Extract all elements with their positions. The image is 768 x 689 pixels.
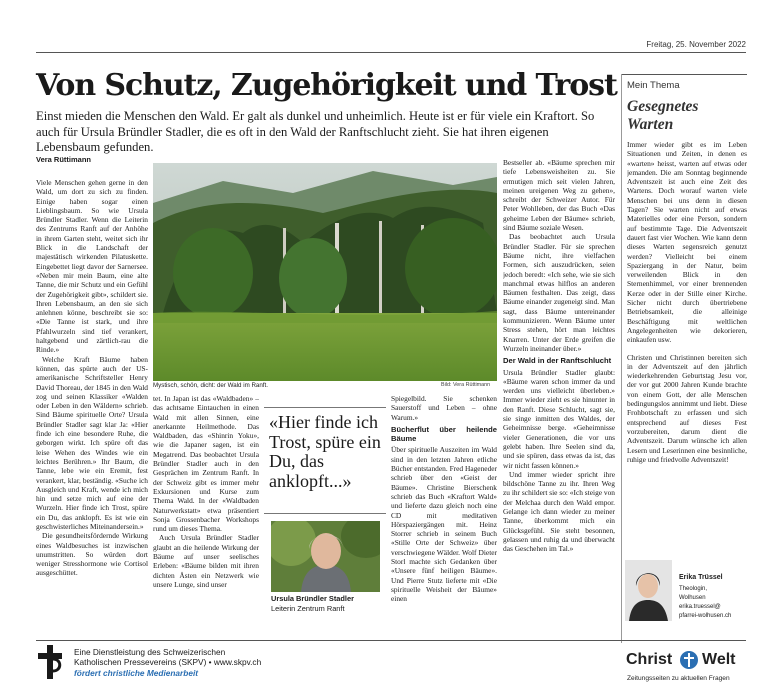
sidebar-label: Mein Thema <box>627 80 680 91</box>
forest-photo <box>153 163 497 381</box>
sidebar-divider <box>621 74 622 643</box>
pull-quote: «Hier finde ich Trost, spüre ein Du, das anklopft...» <box>269 412 381 491</box>
author-role: Theologin, <box>679 586 708 592</box>
brand-subtitle: Zeitungsseiten zu aktuellen Fragen <box>627 675 730 682</box>
quote-rule-bottom <box>264 513 386 514</box>
paragraph: Spiegelbild. Sie schenken Sauerstoff und Leben – ohne Warum.» <box>391 394 497 422</box>
article-column-3 <box>503 158 615 638</box>
paragraph: Ursula Bründler Stadler glaubt: «Bäume waren schon immer da und werden uns vielleicht überleben.» Immer wieder zieht es sie hinunter in den Ranft. Diese Schlucht, sagt sie, sie singe inmitten des Waldes, der Geheimnisse berge. «Geheimnisse vieler Generationen, die vor uns gelebt haben. Ihre Seelen sind da, und sie spüren, dass etwas da ist, das wir nicht fassen können.» <box>503 367 615 470</box>
portrait-role: Leiterin Zentrum Ranft <box>271 604 345 613</box>
paragraph: Auch Ursula Bründler Stadler glaubt an die heilende Wirkung der Bäume auf unser seelisches Erleben: «Bäume bilden mit ihren dichten Ästen ein Netzwerk wie unsere Lunge, sind unser <box>153 533 259 589</box>
sidebar-body <box>627 140 747 556</box>
article-column-2 <box>153 394 259 638</box>
brand-right: Welt <box>702 651 736 668</box>
christ-welt-logo <box>626 650 752 672</box>
globe-icon <box>679 650 699 670</box>
footer-line-1: Eine Dienstleistung des Schweizerischen <box>74 647 226 657</box>
bottom-rule <box>36 640 746 641</box>
quote-rule-top <box>264 407 386 408</box>
author-name: Erika Trüssel <box>679 574 723 581</box>
paragraph: tet. In Japan ist das «Waldbaden» – das achtsame Eintauchen in einen Wald mit allen Sinnen, eine anerkannte Heilmethode. Das Waldbaden, das «Shinrin Yoku», wie die Japaner sagen, ist ein Megatrend. Das beobachtet Ursula Bründler Stadler auch in den Gesprächen im Zentrum Ranft. In der Schweiz gibt es immer mehr Exkursionen und Kurse zum Thema Wald. In der «Waldbaden Naturwerkstatt» etwa präsentiert Sonja Grossenbacher Workshops rund um dieses Thema. <box>153 394 259 534</box>
author-photo <box>625 560 672 621</box>
sidebar-title: Gesegnetes Warten <box>627 98 699 133</box>
top-rule <box>36 52 746 53</box>
lead-paragraph: Einst mieden die Menschen den Wald. Er galt als dunkel und unheimlich. Heute ist er für viele ein Kraftort. So auch für Ursula Bründler Stadler, die es oft in den Wald der Ranftschlucht zieht. Sie hat ihren eigenen Lebensbaum gefunden. <box>36 109 595 154</box>
article-column-1 <box>36 178 148 638</box>
paragraph: Über spirituelle Auszeiten im Wald sind in den letzten Jahren etliche Bücher entstanden. Fred Hageneder schrieb über den «Geist der Bäume». Christine Bierschenk schrieb das Buch «Kraftort Wald» und lieferte dazu gleich noch eine CD mit meditativen Hörspaziergängen mit. Heinz Storrer schrieb in seinem Buch «Stille Orte der Schweiz» über verschwiegene Wälder. Wolf Dieter Storl machte sich Gedanken über «Unsere fünf heiligen Bäume». Und Pierre Stutz lieferte mit «Die spirituelle Weisheit der Bäume» einen <box>391 445 497 604</box>
paragraph: Immer wieder gibt es im Leben Situationen und Zeiten, in denen es «warten» heisst, warten auf etwas oder jemanden. Die am Sonntag beginnende Adventszeit ist auch eine Zeit des Wartens. Doch worauf warten viele Menschen bei uns denn in diesen Tagen? Sie warten nicht auf etwas Materielles oder eine Person, sondern auf bestimmte Tage. Die Adventszeit dauert fast vier Wochen. Wie kann denn dieses Warten segensreich genutzt werden? Vielleicht bei einem Spaziergang in der Natur, beim verweilenden Blick in den Sternenhimmel, vor einer brennenden Kerze oder in der Stille einer Kirche. Sicher nicht durch übertriebene Betriebsamkeit, die alleinige Beschäftigung mit weltlichen Angelegenheiten wie dekorieren, einkaufen usw. <box>627 140 747 345</box>
headline: Von Schutz, Zugehörigkeit und Trost <box>36 68 617 103</box>
author-email-domain: pfarrei-wolhusen.ch <box>679 613 732 619</box>
portrait-photo <box>271 521 380 592</box>
photo-caption: Mystisch, schön, dicht: der Wald im Ranft. <box>153 382 268 389</box>
brand-left: Christ <box>626 651 673 668</box>
subhead: Bücherflut über heilende Bäume <box>391 424 497 444</box>
skpv-cross-logo <box>36 645 64 679</box>
sidebar-top-rule <box>621 74 747 75</box>
paragraph: Viele Menschen gehen gerne in den Wald, um dort zu sich zu finden. Einige haben sogar einen Lieblingsbaum. So wie Ursula Bründler Stadler. Wenn die Leiterin des Zentrums Ranft auf der Anhöhe in ihrem Garten steht, weitet sich ihr Blick in die Landschaft der majestätisch wirkenden Pilatuskette. Eingebettet liegt davor der Sarnersee. «Neben mir mein Baum, eine alte Tanne, die mir Schutz und ein Gefühl der Zugehörigkeit gibt», schildert sie. Ihren Lebensbaum, an den sie sich anlehnen könne, beschreibt sie so: «Die Tanne ist stark, und ihre Pfahlwurzeln sind tief verankert, haltgebend und zärtlich-rau die Rinde.» <box>36 178 148 355</box>
date-line: Freitag, 25. November 2022 <box>646 40 746 49</box>
photo-credit: Bild: Vera Rüttimann <box>441 382 491 388</box>
paragraph: Das beobachtet auch Ursula Bründler Stadler. Für sie sprechen Bäume nicht, ihre vielfachen Formen, sich auszudrücken, seien jedoch beredt: «Ich sehe, wie sie sich manchmal etwas hilflos an anderen Bäumen festhalten. Das zeigt, dass Bäume einander zugeneigt sind. Man sagt, dass Bäume untereinander kommunizieren. Wenn Bäume unter Stress stehen, hört man leichtes Knarren. Unter der Erde greifen die Wurzeln ineinander über.» <box>503 232 615 353</box>
paragraph: Christen und Christinnen bereiten sich in der Adventszeit auf den jährlich wiederkehrenden Geburtstag Jesu vor, der vor gut 2000 Jahren Kunde brachte von einem Gott, der alle Menschen bedingungslos annimmt und liebt. Diese Frohbotschaft zu erfassen und sich entsprechend auf dieses Fest vorzubereiten, darum dient die Adventszeit. Darum wünsche ich allen Lesern und Leserinnen eine besinnliche, ruhige und friedvolle Adventszeit! <box>627 352 747 464</box>
article-column-4 <box>391 394 497 638</box>
subhead: Der Wald in der Ranftschlucht <box>503 356 612 366</box>
portrait-name: Ursula Bründler Stadler <box>271 594 354 603</box>
author-place: Wolhusen <box>679 595 706 601</box>
author-email: erika.truessel@ <box>679 604 721 610</box>
footer-slogan: fördert christliche Medienarbeit <box>74 668 199 678</box>
paragraph: Und immer wieder spricht ihre bildschöne Tanne zu ihr. Ihren Weg zu ihr schildert sie so: «Ich steige von der Melchaa durch den Wald empor. Gelange ich dann wieder zu meiner Tanne, überkommt mich ein Glücksgefühl. Sie steht besonnen, gelassen und ruhig da und überwacht das Geschehen im Tal.» <box>503 469 615 554</box>
footer-line-2: Katholischen Pressevereins (SKPV) • www.skpv.ch <box>74 657 262 667</box>
author-byline: Vera Rüttimann <box>36 155 92 164</box>
paragraph: Die gesundheitsfördernde Wirkung eines Waldbesuches ist inzwischen unumstritten. So würden dort weniger Stresshormone wie Cortisol ausgeschüttet. <box>36 531 148 578</box>
paragraph: Bestseller ab. «Bäume sprechen mir tiefe Lebensweisheiten zu. Sie ermutigen mich seit vielen Jahren, meinen ureigenen Weg zu gehen», schreibt der Schweizer Autor. Für Peter Wohlleben, der das Buch «Das geheime Leben der Bäume» schrieb, sind Bäume soziale Wesen. <box>503 158 615 233</box>
paragraph: Welche Kraft Bäume haben können, das spürte auch der US-amerikanische Schriftsteller Henry David Thoreau, der 1845 in den Wald zog und seinen Klassiker «Walden oder Leben in den Wäldern» schrieb. Sind Bäume spirituelle Orte? Ursula Bründler Stadler sagt klar Ja: «Hier finde ich eine besondere Ruhe, die geborgen wirkt. Ich spüre oft das leise Wehen des Windes wie ein leichtes Berühren.» Ihr Baum, die Tanne, lebe wie ein Eremit, fest verankert, klar, beständig. «Suche ich Ausgleich und Kraft, wende ich mich hin und setze mich auf eine der Wurzeln. Hier finde ich Trost, spüre ein Du, das anklopft. Es ist wie ein geschwisterliches Miteinandersein.» <box>36 354 148 531</box>
